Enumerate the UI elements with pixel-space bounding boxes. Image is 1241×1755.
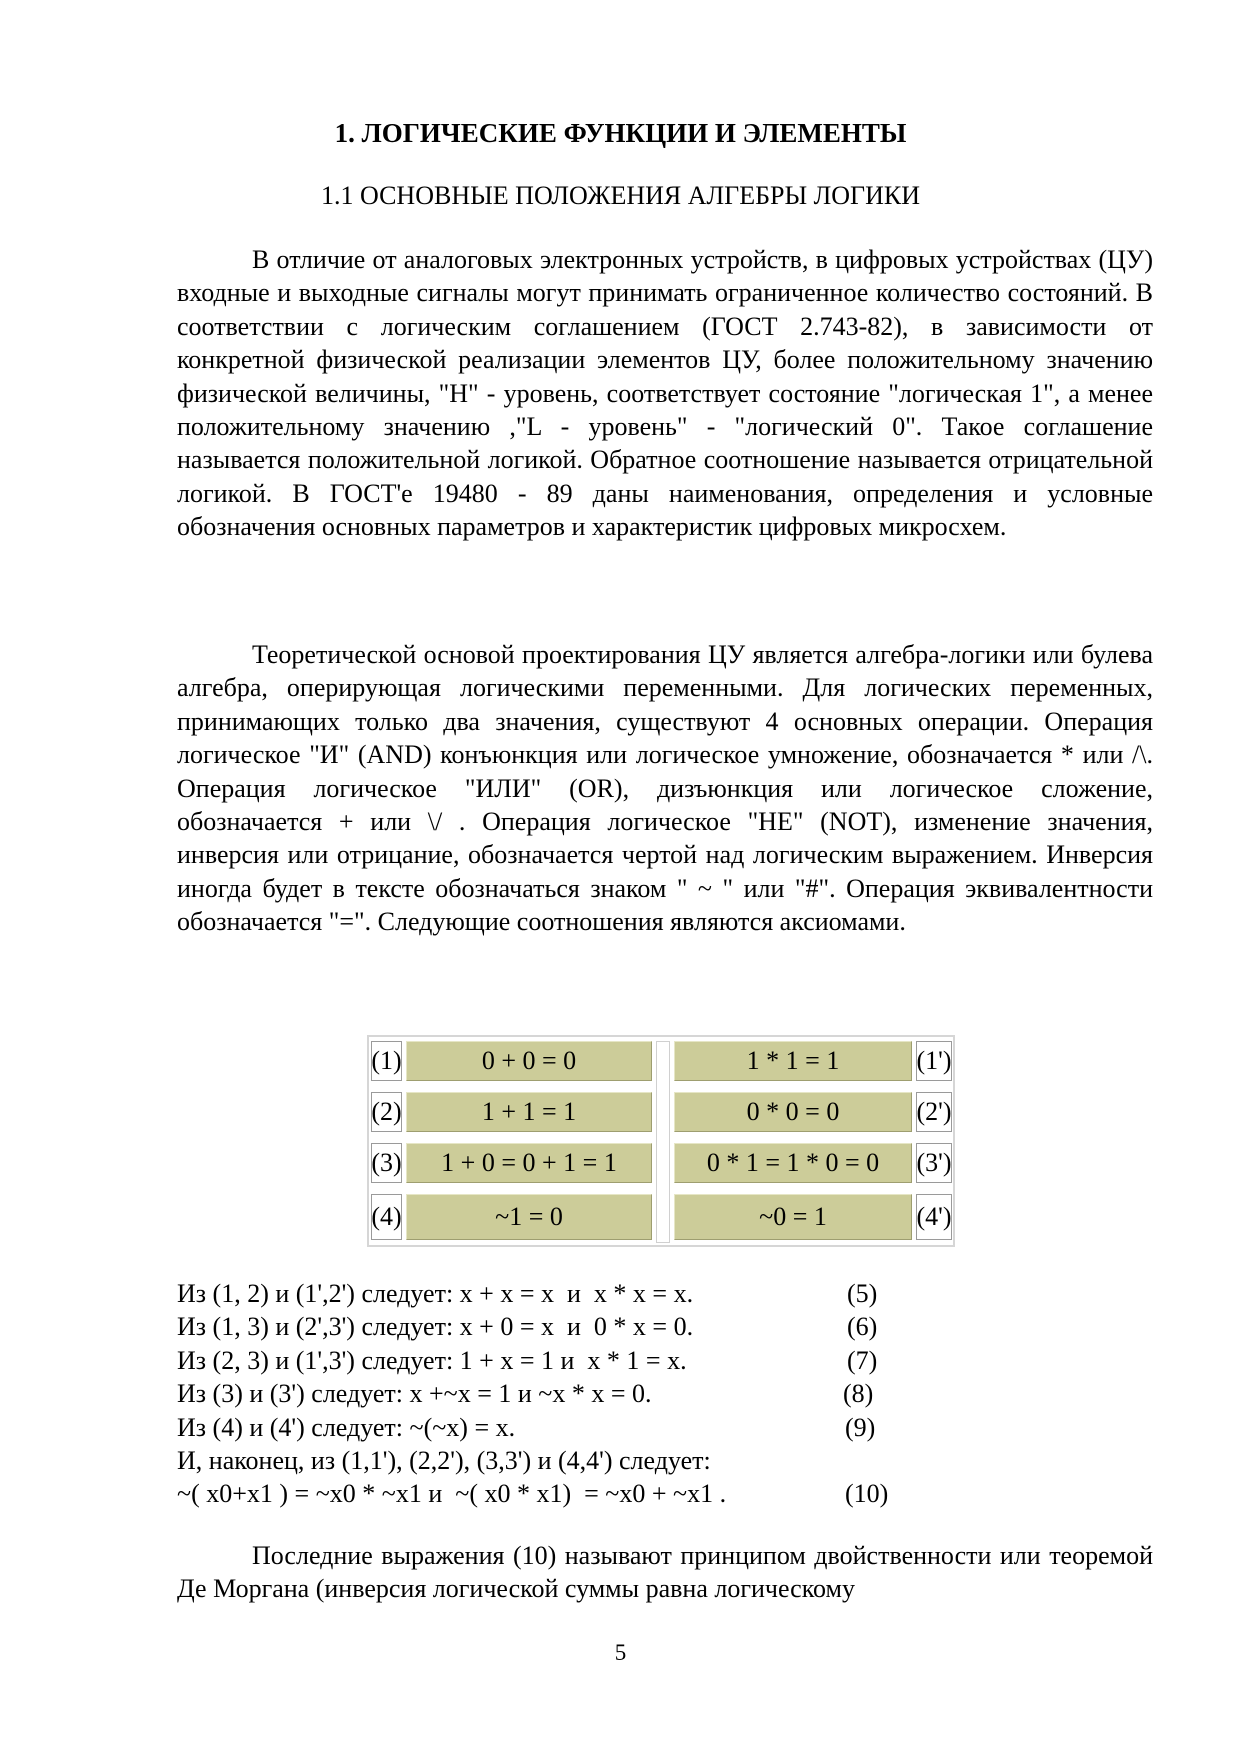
paragraph-1: В отличие от аналоговых электронных устройств, в цифровых устройствах (ЦУ) входные и выходные сигналы могут принимать ограниченное количество состояний. В соответствии с логическим соглашением (ГОСТ 2.743-82), в зависимости от конкретной физической реализации элементов ЦУ, более положительному значению физической величины, "Н" - уровень, соответствует состояние "логическая 1", а менее положительному значению ,"L - уровень" - "логический 0". Такое соглашение называется положительной логикой. Обратное соотношение называется отрицательной логикой. В ГОСТ'е 19480 - 89 даны наименования, определения и условные обозначения основных параметров и характеристик цифровых микросхем.: [177, 245, 1153, 542]
consequence-row: [177, 1444, 937, 1477]
axiom-number-2-prime: (2'): [916, 1092, 952, 1132]
consequence-text: И, наконец, из (1,1'), (2,2'), (3,3') и (4,4') следует:: [177, 1445, 711, 1475]
equation-number: (8): [843, 1379, 874, 1409]
axiom-expression-4: ~1 = 0: [406, 1194, 652, 1240]
consequence-text: Из (1, 2) и (1',2') следует: x + x = x и x * x = x.: [177, 1279, 694, 1308]
consequence-text: ~( x0+x1 ) = ~x0 * ~x1 и ~( x0 * x1) = ~x0 + ~x1 .: [177, 1479, 727, 1509]
axiom-expression-1: 0 + 0 = 0: [406, 1041, 652, 1081]
axioms-table: [367, 1035, 955, 1247]
axiom-number-3: (3): [371, 1143, 402, 1183]
table-divider: [656, 1041, 670, 1243]
equation-number: (10): [845, 1479, 889, 1509]
axiom-number-4: (4): [371, 1194, 402, 1240]
consequence-text: Из (3) и (3') следует: x +~x = 1 и ~x * x = 0.: [177, 1379, 652, 1409]
page-number: 5: [614, 1640, 627, 1665]
axiom-expression-2-prime: 0 * 0 = 0: [674, 1092, 912, 1132]
section-heading: 1.1 ОСНОВНЫЕ ПОЛОЖЕНИЯ АЛГЕБРЫ ЛОГИКИ: [321, 181, 920, 210]
consequence-text: Из (2, 3) и (1',3') следует: 1 + x = 1 и x * 1 = x.: [177, 1345, 687, 1375]
axiom-number-4-prime: (4'): [916, 1194, 952, 1240]
equation-number: (5): [847, 1279, 878, 1308]
paragraph-2: Теоретической основой проектирования ЦУ является алгебра-логики или булева алгебра, оперирующая логическими переменными. Для логических переменных, принимающих только два значения, существуют 4 основных операции. Операция логическое "И" (AND) конъюнкция или логическое умножение, обозначается * или /\. Операция логическое "ИЛИ" (OR), дизъюнкция или логическое сложение, обозначается + или \/ . Операция логическое "НЕ" (NOT), изменение значения, инверсия или отрицание, обозначается чертой над логическим выражением. Инверсия иногда будет в тексте обозначаться знаком " ~ " или "#". Операция эквивалентности обозначается "=". Следующие соотношения являются аксиомами.: [177, 640, 1153, 937]
axiom-number-2: (2): [371, 1092, 402, 1132]
axiom-expression-3: 1 + 0 = 0 + 1 = 1: [406, 1143, 652, 1183]
axiom-expression-1-prime: 1 * 1 = 1: [674, 1041, 912, 1081]
consequence-row: [177, 1277, 937, 1310]
consequence-row: [177, 1477, 937, 1510]
consequence-row: [177, 1310, 937, 1343]
axiom-expression-3-prime: 0 * 1 = 1 * 0 = 0: [674, 1143, 912, 1183]
consequence-row: [177, 1377, 937, 1410]
equation-number: (9): [845, 1412, 876, 1442]
axiom-expression-2: 1 + 1 = 1: [406, 1092, 652, 1132]
consequence-text: Из (4) и (4') следует: ~(~x) = x.: [177, 1412, 516, 1442]
consequences-list: [177, 1277, 937, 1511]
axiom-expression-4-prime: ~0 = 1: [674, 1194, 912, 1240]
axiom-number-3-prime: (3'): [916, 1143, 952, 1183]
axiom-number-1: (1): [371, 1041, 402, 1081]
equation-number: (7): [847, 1345, 878, 1375]
equation-number: (6): [847, 1312, 878, 1342]
axiom-number-1-prime: (1'): [916, 1041, 952, 1081]
consequence-text: Из (1, 3) и (2',3') следует: x + 0 = x и 0 * x = 0.: [177, 1312, 694, 1342]
consequence-row: [177, 1344, 937, 1377]
paragraph-3: Последние выражения (10) называют принципом двойственности или теоремой Де Моргана (инверсия логической суммы равна логическому: [177, 1541, 1153, 1604]
consequence-row: [177, 1411, 937, 1444]
chapter-heading: 1. ЛОГИЧЕСКИЕ ФУНКЦИИ И ЭЛЕМЕНТЫ: [334, 118, 907, 148]
